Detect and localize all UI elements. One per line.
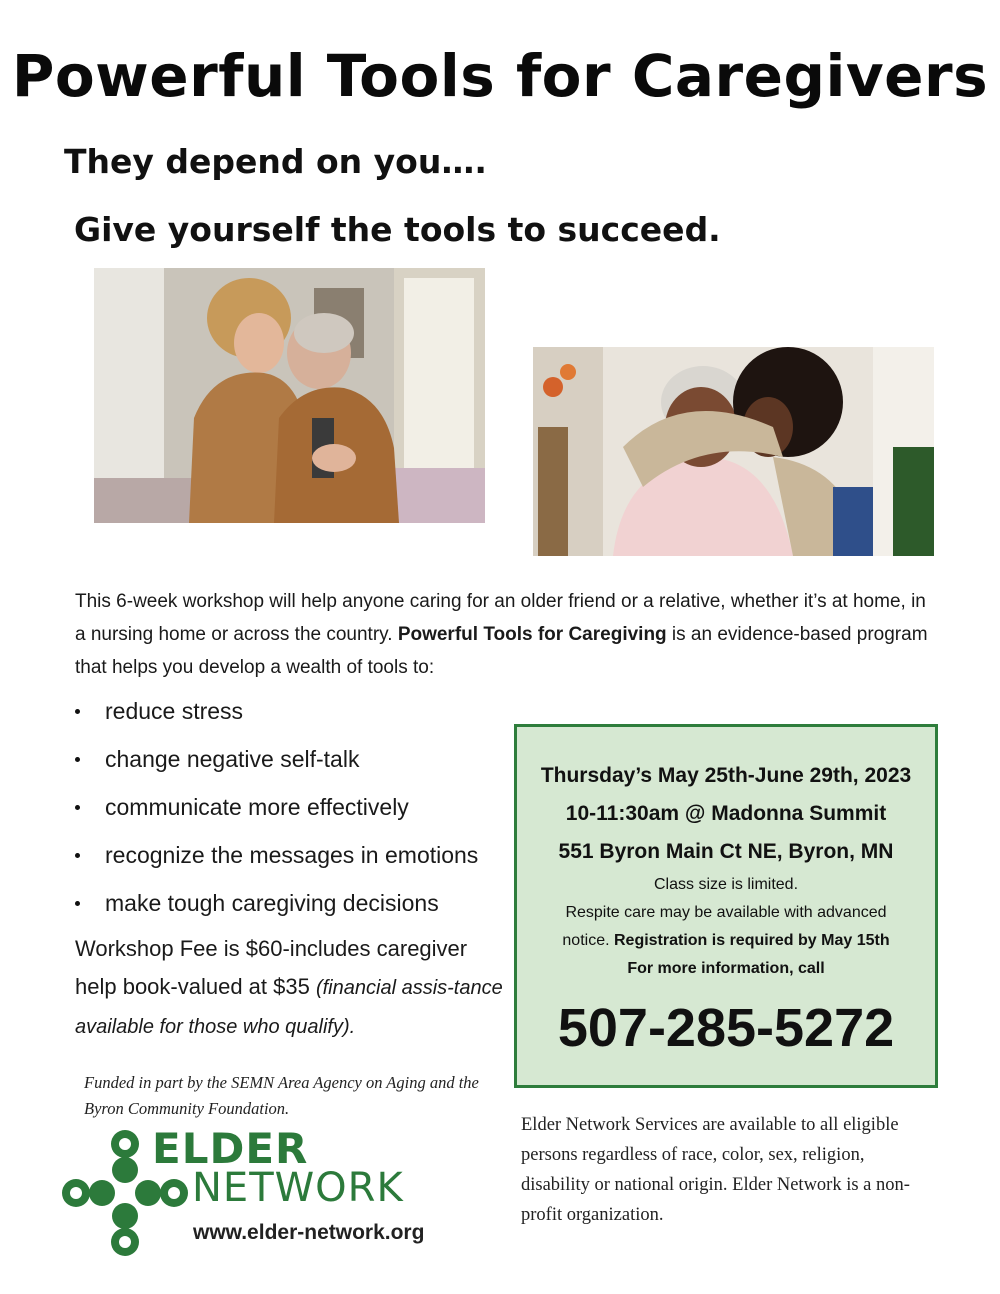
event-time-place: 10-11:30am @ Madonna Summit	[565, 802, 887, 825]
fee-assistance-note: (financial assis-tance available for those who qualify).	[75, 977, 503, 1038]
subtitle-tools: Give yourself the tools to succeed.	[74, 210, 721, 249]
tools-list	[75, 692, 478, 932]
nondiscrimination-statement: Elder Network Services are available to all eligible persons regardless of race, color, sex, religion, disability or national origin. Elder Network is a non-profit organization.	[521, 1115, 910, 1225]
intro-text-2: is an evidence-based program that helps you develop a wealth of tools to:	[75, 624, 928, 678]
program-name: Powerful Tools for Caregiving	[397, 624, 667, 645]
workshop-fee	[75, 930, 505, 1046]
intro-paragraph	[75, 585, 935, 684]
list-item: make tough caregiving decisions	[75, 884, 478, 932]
logo-network: NETWORK	[192, 1165, 404, 1211]
page-title: Powerful Tools for Caregivers	[11, 42, 989, 110]
more-info-label: For more information, call	[627, 960, 825, 977]
list-item: recognize the messages in emotions	[75, 836, 478, 884]
list-item: reduce stress	[75, 692, 478, 740]
respite-note-cont: notice.	[562, 932, 614, 949]
phone-number[interactable]: 507-285-5272	[557, 998, 895, 1058]
event-dates: Thursday’s May 25th-June 29th, 2023	[540, 764, 912, 787]
subtitle-depend: They depend on you….	[64, 142, 487, 181]
class-size-note: Class size is limited.	[653, 876, 799, 893]
registration-deadline: Registration is required by May 15th	[613, 932, 890, 949]
list-item: change negative self-talk	[75, 740, 478, 788]
list-item: communicate more effectively	[75, 788, 478, 836]
registration-note	[517, 927, 935, 955]
intro-text-1: This 6-week workshop will help anyone caring for an older friend or a relative, whether it’s at home, in a nursing home or across the country.	[75, 591, 926, 645]
logo-elder: ELDER	[152, 1124, 309, 1173]
photo-women-hugging	[533, 347, 934, 556]
event-address: 551 Byron Main Ct NE, Byron, MN	[558, 840, 894, 863]
website-link[interactable]: www.elder-network.org	[193, 1221, 425, 1244]
photo-caregiver-kiss	[94, 268, 485, 523]
funding-note: Funded in part by the SEMN Area Agency on Aging and the Byron Community Foundation.	[84, 1073, 479, 1118]
respite-note: Respite care may be available with advanced	[565, 904, 887, 921]
event-info-box	[514, 724, 938, 1088]
fee-text: Workshop Fee is $60-includes caregiver help book-valued at $35	[75, 936, 468, 999]
